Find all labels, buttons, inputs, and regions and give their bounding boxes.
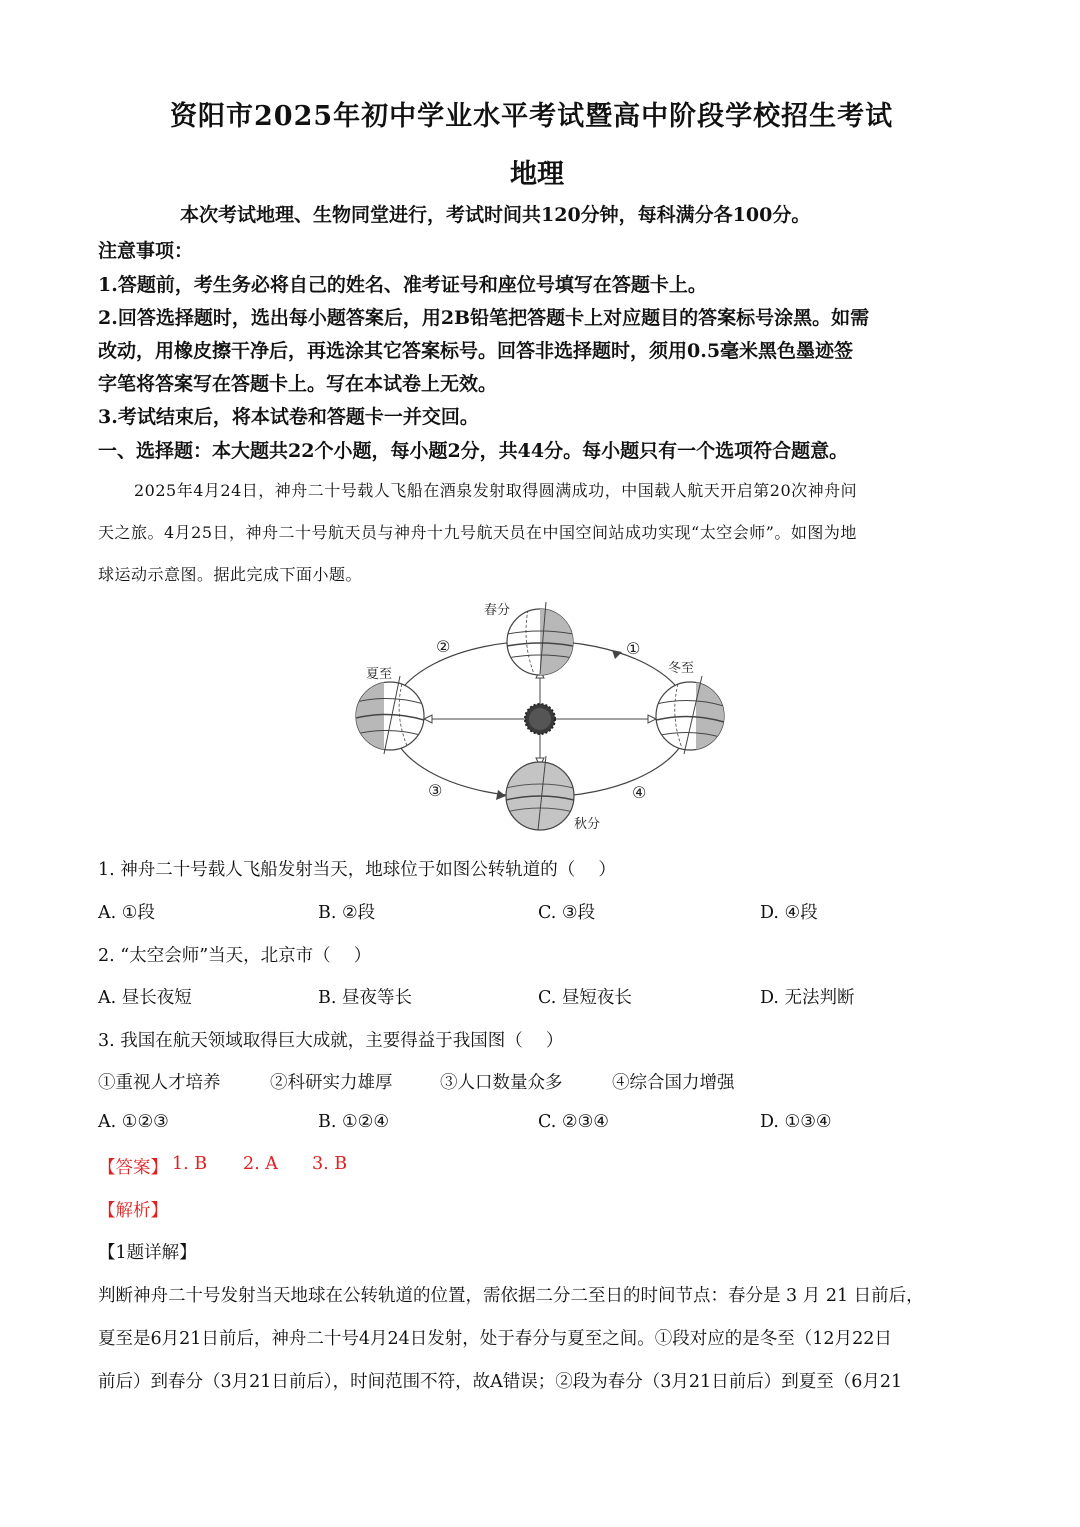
passage-line-1: 2025年4月24日，神舟二十号载人飞船在酒泉发射取得圆满成功，中国载人航天开启第20次神舟问 — [134, 481, 858, 500]
sun-icon — [525, 704, 555, 734]
question-1-option-b[interactable]: B. ②段 — [318, 903, 376, 923]
question-2-option-b[interactable]: B. 昼夜等长 — [318, 988, 412, 1008]
analysis-line-2: 夏至是6月21日前后，神舟二十号4月24日发射，处于春分与夏至之间。①段对应的是冬至（12月22日 — [98, 1329, 892, 1349]
exam-title: 资阳市2025年初中学业水平考试暨高中阶段学校招生考试 — [170, 101, 894, 132]
notice-item-2-cont: 改动，用橡皮擦干净后，再选涂其它答案标号。回答非选择题时，须用0.5毫米黑色墨迹签 — [98, 340, 854, 362]
answer-1: 1. B — [172, 1154, 208, 1174]
question-2-option-a[interactable]: A. 昼长夜短 — [98, 988, 192, 1008]
notice-item-1: 1.答题前，考生务必将自己的姓名、准考证号和座位号填写在答题卡上。 — [98, 274, 707, 296]
question-3-statement-4: ④综合国力增强 — [612, 1073, 735, 1093]
answer-label: 【答案】 — [98, 1158, 168, 1178]
answer-3: 3. B — [312, 1154, 348, 1174]
section-heading: 一、选择题：本大题共22个小题，每小题2分，共44分。每小题只有一个选项符合题意。 — [98, 440, 849, 462]
exam-intro: 本次考试地理、生物同堂进行，考试时间共120分钟，每科满分各100分。 — [180, 204, 811, 226]
question-1-stem: 1. 神舟二十号载人飞船发射当天，地球位于如图公转轨道的（ ） — [98, 860, 616, 880]
question-3-statement-1: ①重视人才培养 — [98, 1073, 221, 1093]
question-3-option-d[interactable]: D. ①③④ — [760, 1112, 832, 1132]
question-2-stem: 2. “太空会师”当天，北京市（ ） — [98, 946, 372, 966]
earth-spring-globe — [507, 602, 580, 684]
passage-line-3: 球运动示意图。据此完成下面小题。 — [98, 565, 363, 584]
notice-item-2: 2.回答选择题时，选出每小题答案后，用2B铅笔把答题卡上对应题目的答案标号涂黑。如需 — [98, 307, 870, 329]
label-segment-3: ③ — [428, 781, 443, 800]
question-3-option-c[interactable]: C. ②③④ — [538, 1112, 609, 1132]
question-3-stem: 3. 我国在航天领域取得巨大成就，主要得益于我国图（ ） — [98, 1031, 564, 1051]
analysis-line-1: 判断神舟二十号发射当天地球在公转轨道的位置，需依据二分二至日的时间节点：春分是 3 月 21 日前后， — [98, 1286, 924, 1306]
analysis-sub-heading: 【1题详解】 — [98, 1243, 197, 1263]
label-segment-4: ④ — [632, 783, 647, 802]
question-3-statement-3: ③人口数量众多 — [440, 1073, 563, 1093]
earth-winter-globe — [656, 676, 726, 754]
orbit-arrow-bottom — [496, 790, 506, 800]
label-segment-1: ① — [626, 639, 641, 658]
analysis-line-3: 前后）到春分（3月21日前后），时间范围不符，故A错误；②段为春分（3月21日前后）到夏至（6月21 — [98, 1372, 903, 1392]
passage-line-2: 天之旅。4月25日，神舟二十号航天员与神舟十九号航天员在中国空间站成功实现“太空会师”。如图为地 — [98, 523, 857, 542]
orbit-arrow-top — [612, 650, 622, 659]
earth-orbit-diagram — [350, 594, 730, 839]
analysis-label: 【解析】 — [98, 1201, 168, 1221]
notice-item-3: 3.考试结束后，将本试卷和答题卡一并交回。 — [98, 406, 479, 428]
label-summer: 夏至 — [366, 667, 393, 682]
earth-autumn-globe — [506, 756, 574, 830]
question-1-option-d[interactable]: D. ④段 — [760, 903, 818, 923]
question-3-option-a[interactable]: A. ①②③ — [98, 1112, 169, 1132]
notice-heading: 注意事项： — [98, 240, 194, 262]
question-3-statement-2: ②科研实力雄厚 — [270, 1073, 393, 1093]
notice-item-2-end: 字笔将答案写在答题卡上。写在本试卷上无效。 — [98, 373, 498, 395]
label-autumn: 秋分 — [574, 817, 601, 832]
label-segment-2: ② — [436, 637, 451, 656]
answer-2: 2. A — [243, 1154, 278, 1174]
subject-title: 地理 — [510, 159, 564, 190]
question-2-option-d[interactable]: D. 无法判断 — [760, 988, 855, 1008]
earth-summer-globe — [354, 676, 424, 754]
question-3-option-b[interactable]: B. ①②④ — [318, 1112, 390, 1132]
question-1-option-a[interactable]: A. ①段 — [98, 903, 155, 923]
label-spring: 春分 — [484, 603, 511, 618]
question-1-option-c[interactable]: C. ③段 — [538, 903, 596, 923]
question-2-option-c[interactable]: C. 昼短夜长 — [538, 988, 632, 1008]
label-winter: 冬至 — [668, 661, 695, 676]
